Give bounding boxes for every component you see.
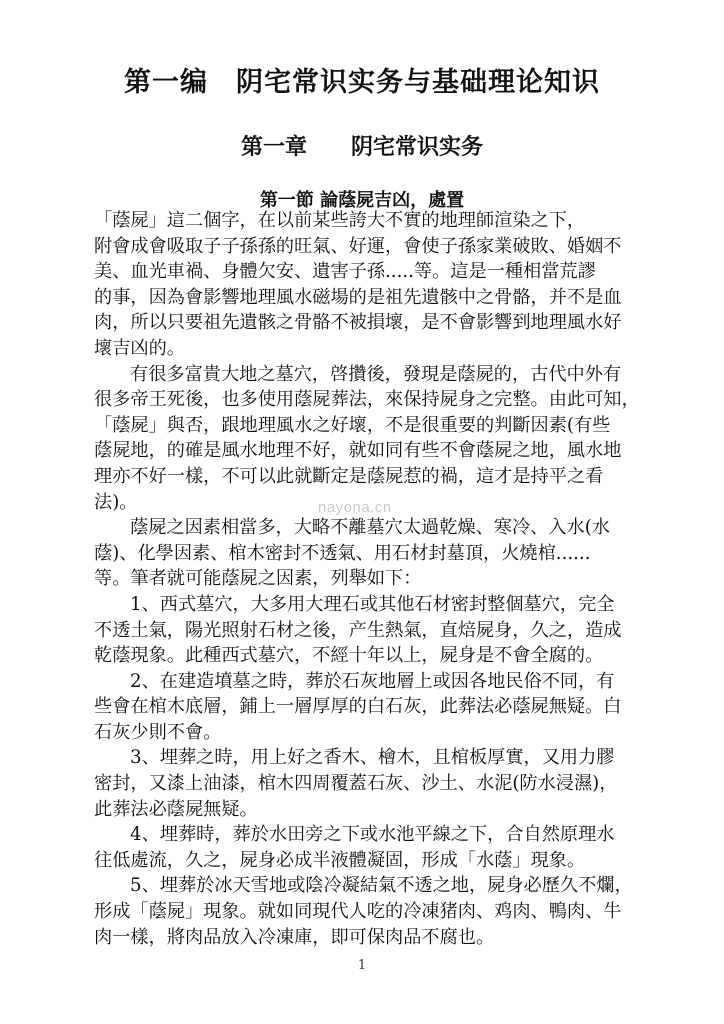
text-line: 1、西式墓穴，大多用大理石或其他石材密封整個墓穴，完全 xyxy=(130,593,615,615)
text-line: 4、埋葬時，葬於水田旁之下或水池平線之下，合自然原理水 xyxy=(130,824,615,846)
text-line: 肉，所以只要祖先遺骸之骨骼不被損壞，是不會影響到地理風水好 xyxy=(94,312,622,334)
text-line: 等。筆者就可能蔭屍之因素，列舉如下： xyxy=(94,568,422,590)
text-line: 「蔭屍」與否，跟地理風水之好壞，不是很重要的判斷因素(有些 xyxy=(94,414,611,436)
text-line: 美、血光車禍、身體欠安、遺害子孫.....等。這是一種相當荒謬 xyxy=(94,261,596,283)
text-line: 密封，又漆上油漆，棺木四周覆蓋石灰、沙土、水泥(防水浸濕)， xyxy=(94,773,618,795)
chapter-title: 第一章 阴宅常识实务 xyxy=(240,134,483,160)
text-line: 3、埋葬之時，用上好之香木、檜木，且棺板厚實，又用力膠 xyxy=(130,747,615,769)
text-line: 2、在建造墳墓之時，葬於石灰地層上或因各地民俗不同，有 xyxy=(130,670,615,692)
text-line: 「蔭屍」這二個字，在以前某些誇大不實的地理師渲染之下， xyxy=(94,210,586,231)
part-title: 第一编 阴宅常识实务与基础理论知识 xyxy=(124,67,600,98)
text-line: 壞吉凶的。 xyxy=(94,337,185,359)
text-line: 法)。 xyxy=(94,491,138,513)
text-line: 往低處流，久之，屍身必成半液體凝固，形成「水蔭」現象。 xyxy=(94,849,586,871)
text-line: 有很多富貴大地之墓穴，啓攢後，發現是蔭屍的，古代中外有 xyxy=(130,363,622,385)
page-number: 1 xyxy=(357,958,367,973)
text-line: 石灰少則不會。 xyxy=(94,721,222,743)
text-line: 肉一樣，將肉品放入冷凍庫，即可保肉品不腐也。 xyxy=(94,926,495,948)
text-line: 很多帝王死後，也多使用蔭屍葬法，來保持屍身之完整。由此可知， xyxy=(94,389,640,411)
text-line: 5、埋葬於冰天雪地或陰冷凝結氣不透之地，屍身必歷久不爛， xyxy=(130,875,633,897)
text-line: 蔭屍地，的確是風水地理不好，就如同有些不會蔭屍之地，風水地 xyxy=(94,440,622,462)
watermark: nayona.cn xyxy=(318,499,392,516)
text-line: 理亦不好一樣，不可以此就斷定是蔭屍惹的禍，這才是持平之看 xyxy=(94,465,604,487)
section-title: 第一節 論蔭屍吉凶，處置 xyxy=(259,190,465,211)
text-line: 蔭)、化學因素、棺木密封不透氣、用石材封墓頂，火燒棺...... xyxy=(94,542,591,564)
text-line: 蔭屍之因素相當多，大略不離墓穴太過乾燥、寒冷、入水(水 xyxy=(130,517,610,539)
text-line: 不透土氣，陽光照射石材之後，产生熱氣，直焙屍身，久之，造成 xyxy=(94,619,622,641)
body-text xyxy=(94,208,654,950)
text-line: 乾蔭現象。此種西式墓穴，不經十年以上，屍身是不會全腐的。 xyxy=(94,645,604,667)
text-line: 附會成會吸取子子孫孫的旺氣、好運，會使子孫家業破敗、婚姻不 xyxy=(94,235,622,257)
text-line: 形成「蔭屍」現象。就如同現代人吃的冷凍猪肉、鸡肉、鴨肉、牛 xyxy=(94,901,622,923)
text-line: 此葬法必蔭屍無疑。 xyxy=(94,798,258,820)
text-line: 些會在棺木底層，鋪上一層厚厚的白石灰，此葬法必蔭屍無疑。白 xyxy=(94,696,622,718)
text-line: 的事，因為會影響地理風水磁場的是祖先遺骸中之骨骼，并不是血 xyxy=(94,286,622,308)
